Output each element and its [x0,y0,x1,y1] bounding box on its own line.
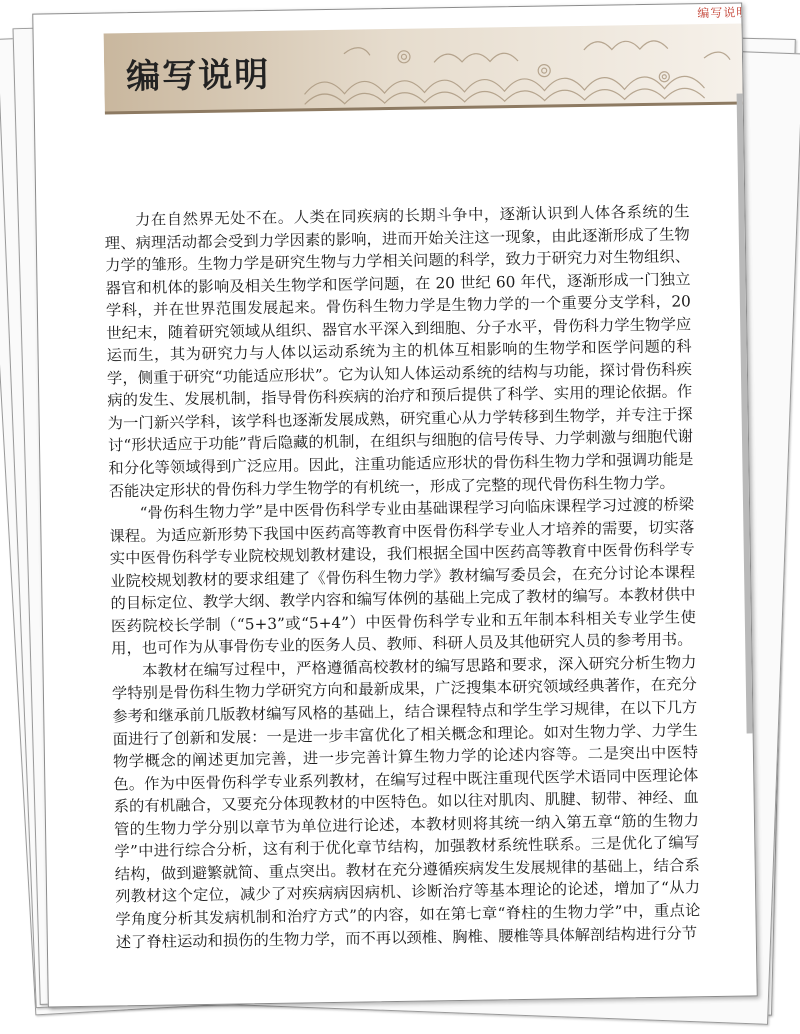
paragraph-1: 力在自然界无处不在。人类在同疾病的长期斗争中，逐渐认识到人体各系统的生理、病理活动都会受到力学因素的影响，进而开始关注这一现象，由此逐渐形成了生物力学的雏形。生物力学是研究生物与力学相关问题的科学，致力于研究力对生物组织、器官和机体的影响及相关生物学和医学问题，在 20 世纪 60 年代，逐渐形成一门独立学科，并在世界范围发展起来。骨伤科生物力学是生物力学的一个重要分支学科，20 世纪末，随着研究领域从组织、器官水平深入到细胞、分子水平，骨伤科力学生物学应运而生，其为研究力与人体以运动系统为主的机体互相影响的生物学和医学问题的科学，侧重于研究“功能适应形状”。它为认知人体运动系统的结构与功能，探讨骨伤科疾病的发生、发展机制，指导骨伤科疾病的治疗和预后提供了科学、实用的理论依据。作为一门新兴学科，该学科也逐渐发展成熟，研究重心从力学转移到生物学，并专注于探讨“形状适应于功能”背后隐藏的机制，在组织与细胞的信号传导、力学刺激与细胞代谢和分化等领域得到广泛应用。因此，注重功能适应形状的骨伤科生物力学和强调功能是否能决定形状的骨伤科力学生物学的有机统一，形成了完整的现代骨伤科生物力学。 [104,202,694,501]
document-page [32,2,758,1007]
body-text [104,200,701,953]
paragraph-3: 本教材在编写过程中，严格遵循高校教材的编写思路和要求，深入研究分析生物力学特别是骨伤科生物力学研究方向和最新成果，广泛搜集本研究领域经典著作，在充分参考和继承前几版教材编写风格的基础上，结合课程特点和学生学习规律，在以下几方面进行了创新和发展：一是进一步丰富优化了相关概念和理论。如对生物力学、力学生物学概念的阐述更加完善，进一步完善计算生物力学的论述内容等。二是突出中医特色。作为中医骨伤科学专业系列教材，在编写过程中既注重现代医学术语同中医理论体系的有机融合，又要充分体现教材的中医特色。如以往对肌肉、肌腱、韧带、神经、血管的生物力学分别以章节为单位进行论述，本教材则将其统一纳入第五章“筋的生物力学”中进行综合分析，这有利于优化章节结构，加强教材系统性联系。三是优化了编写结构，做到避繁就简、重点突出。教材在充分遵循疾病发生发展规律的基础上，结合系列教材这个定位，减少了对疾病病因病机、诊断治疗等基本理论的论述，增加了“从力学角度分析其发病机制和治疗方式”的内容，如在第七章“脊柱的生物力学”中，重点论述了脊柱运动和损伤的生物力学，而不再以颈椎、胸椎、腰椎等具体解剖结构进行分节 [111,653,701,951]
running-header: 编写说明 [697,5,750,21]
paragraph-2: “骨伤科生物力学”是中医骨伤科学专业由基础课程学习向临床课程学习过渡的桥梁课程。为适应新形势下我国中医药高等教育中医骨伤科学专业人才培养的需要，切实落实中医骨伤科学专业院校规划教材建设，我们根据全国中医药高等教育中医骨伤科学专业院校规划教材的要求组建了《骨伤科生物力学》教材编写委员会，在充分讨论本课程的目标定位、教学大纲、教学内容和编写体例的基础上完成了教材的编写。本教材供中医药院校长学制（“5+3”或“5+4”）中医骨伤科学专业和五年制本科相关专业学生使用，也可作为从事骨伤专业的医务人员、教师、科研人员及其他研究人员的参考用书。 [109,495,696,658]
page-title: 编写说明 [125,54,271,98]
